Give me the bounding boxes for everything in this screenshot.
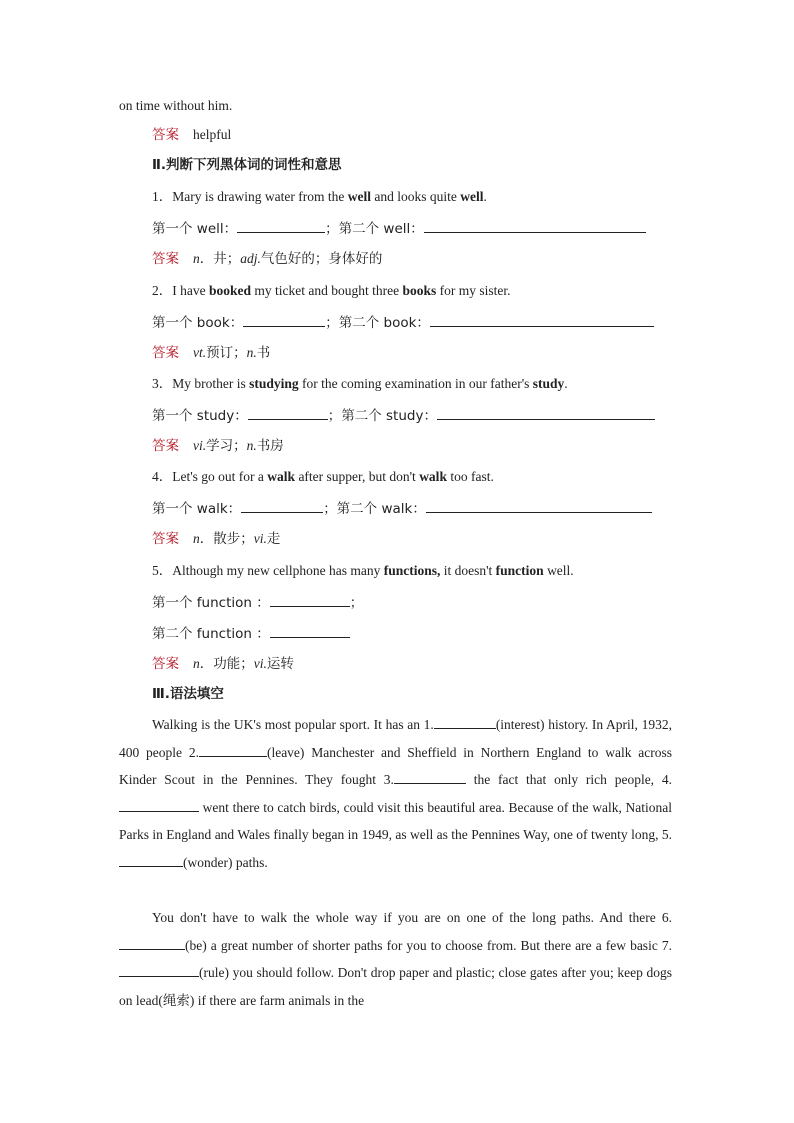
bold-word: walk bbox=[267, 469, 296, 484]
answer-blank[interactable] bbox=[243, 312, 325, 327]
fill-row-1: 第一个 well： ；第二个 well： bbox=[152, 218, 646, 239]
bold-word: functions, bbox=[383, 563, 441, 578]
answer-blank[interactable] bbox=[434, 715, 496, 729]
bold-word: well bbox=[460, 189, 484, 204]
fill-row-5a: 第一个 function ： ； bbox=[152, 592, 363, 613]
answer-blank[interactable] bbox=[426, 498, 652, 513]
bold-word: books bbox=[402, 283, 437, 298]
answer-blank[interactable] bbox=[241, 498, 323, 513]
answer-blank[interactable] bbox=[270, 592, 350, 607]
answer-label: 答案 bbox=[152, 127, 179, 143]
section-title: Ⅲ.语法填空 bbox=[152, 686, 224, 702]
bold-word: walk bbox=[419, 469, 447, 484]
answer-row: 答案 vi.学习；n.书房 bbox=[152, 438, 284, 454]
passage-paragraph-2: You don't have to walk the whole way if you are on one of the long paths. And there 6.(be) a great number of shorter paths for you to choose from. But there are a few basic 7.(rule) you should follow. Don't drop paper and plastic; close gates after you; keep dogs on lead(绳索) if there are farm animals in the bbox=[119, 910, 672, 1008]
question-2: 2．I have booked my ticket and bought three books for my sister. bbox=[152, 283, 511, 298]
bold-word: studying bbox=[249, 376, 299, 391]
answer-blank[interactable] bbox=[394, 770, 466, 784]
answer-row bbox=[152, 125, 231, 145]
question-1: 1．Mary is drawing water from the well and looks quite well. bbox=[152, 189, 487, 204]
fill-row-2: 第一个 book： ；第二个 book： bbox=[152, 312, 654, 333]
answer-blank[interactable] bbox=[119, 963, 199, 977]
answer-blank[interactable] bbox=[248, 405, 328, 420]
answer-row: 答案 vt.预订；n.书 bbox=[152, 345, 271, 361]
answer-blank[interactable] bbox=[437, 405, 655, 420]
answer-blank[interactable] bbox=[237, 218, 325, 233]
question-3: 3．My brother is studying for the coming examination in our father's study. bbox=[152, 376, 568, 391]
bold-word: function bbox=[495, 563, 544, 578]
answer-row: 答案 n．散步；vi.走 bbox=[152, 531, 281, 547]
answer-blank[interactable] bbox=[119, 853, 183, 867]
question-5: 5．Although my new cellphone has many functions, it doesn't function well. bbox=[152, 563, 574, 578]
section-title: Ⅱ.判断下列黑体词的词性和意思 bbox=[152, 157, 342, 173]
bold-word: study bbox=[532, 376, 565, 391]
answer-blank[interactable] bbox=[430, 312, 654, 327]
question-4: 4．Let's go out for a walk after supper, but don't walk too fast. bbox=[152, 469, 494, 484]
bold-word: booked bbox=[208, 283, 252, 298]
passage-paragraph-1: Walking is the UK's most popular sport. It has an 1. (interest) history. In April, 1932, 400 people 2. (leave) Manchester and Sheffield in Northern England to walk across Kinder Scout in the Pennines. They fought 3. the fact that only rich people, 4. went there to catch birds, could visit this beautiful area. Because of the walk, National Parks in England and Wales finally began in 1949, as well as the Pennines Way, one of twenty long, 5.(wonder) paths. bbox=[119, 717, 672, 870]
answer-blank[interactable] bbox=[270, 623, 350, 638]
answer-row: 答案 n．井；adj.气色好的；身体好的 bbox=[152, 251, 383, 267]
bold-word: well bbox=[347, 189, 371, 204]
answer-blank[interactable] bbox=[119, 936, 185, 950]
answer-blank[interactable] bbox=[199, 743, 267, 757]
continuation-line: on time without him. bbox=[119, 98, 233, 113]
answer-text: helpful bbox=[193, 127, 232, 142]
fill-row-3: 第一个 study： ；第二个 study： bbox=[152, 405, 655, 426]
answer-row: 答案 n．功能；vi.运转 bbox=[152, 656, 294, 672]
answer-blank[interactable] bbox=[424, 218, 646, 233]
fill-row-4: 第一个 walk： ；第二个 walk： bbox=[152, 498, 652, 519]
answer-blank[interactable] bbox=[119, 798, 199, 812]
fill-row-5b: 第二个 function ： bbox=[152, 623, 350, 644]
